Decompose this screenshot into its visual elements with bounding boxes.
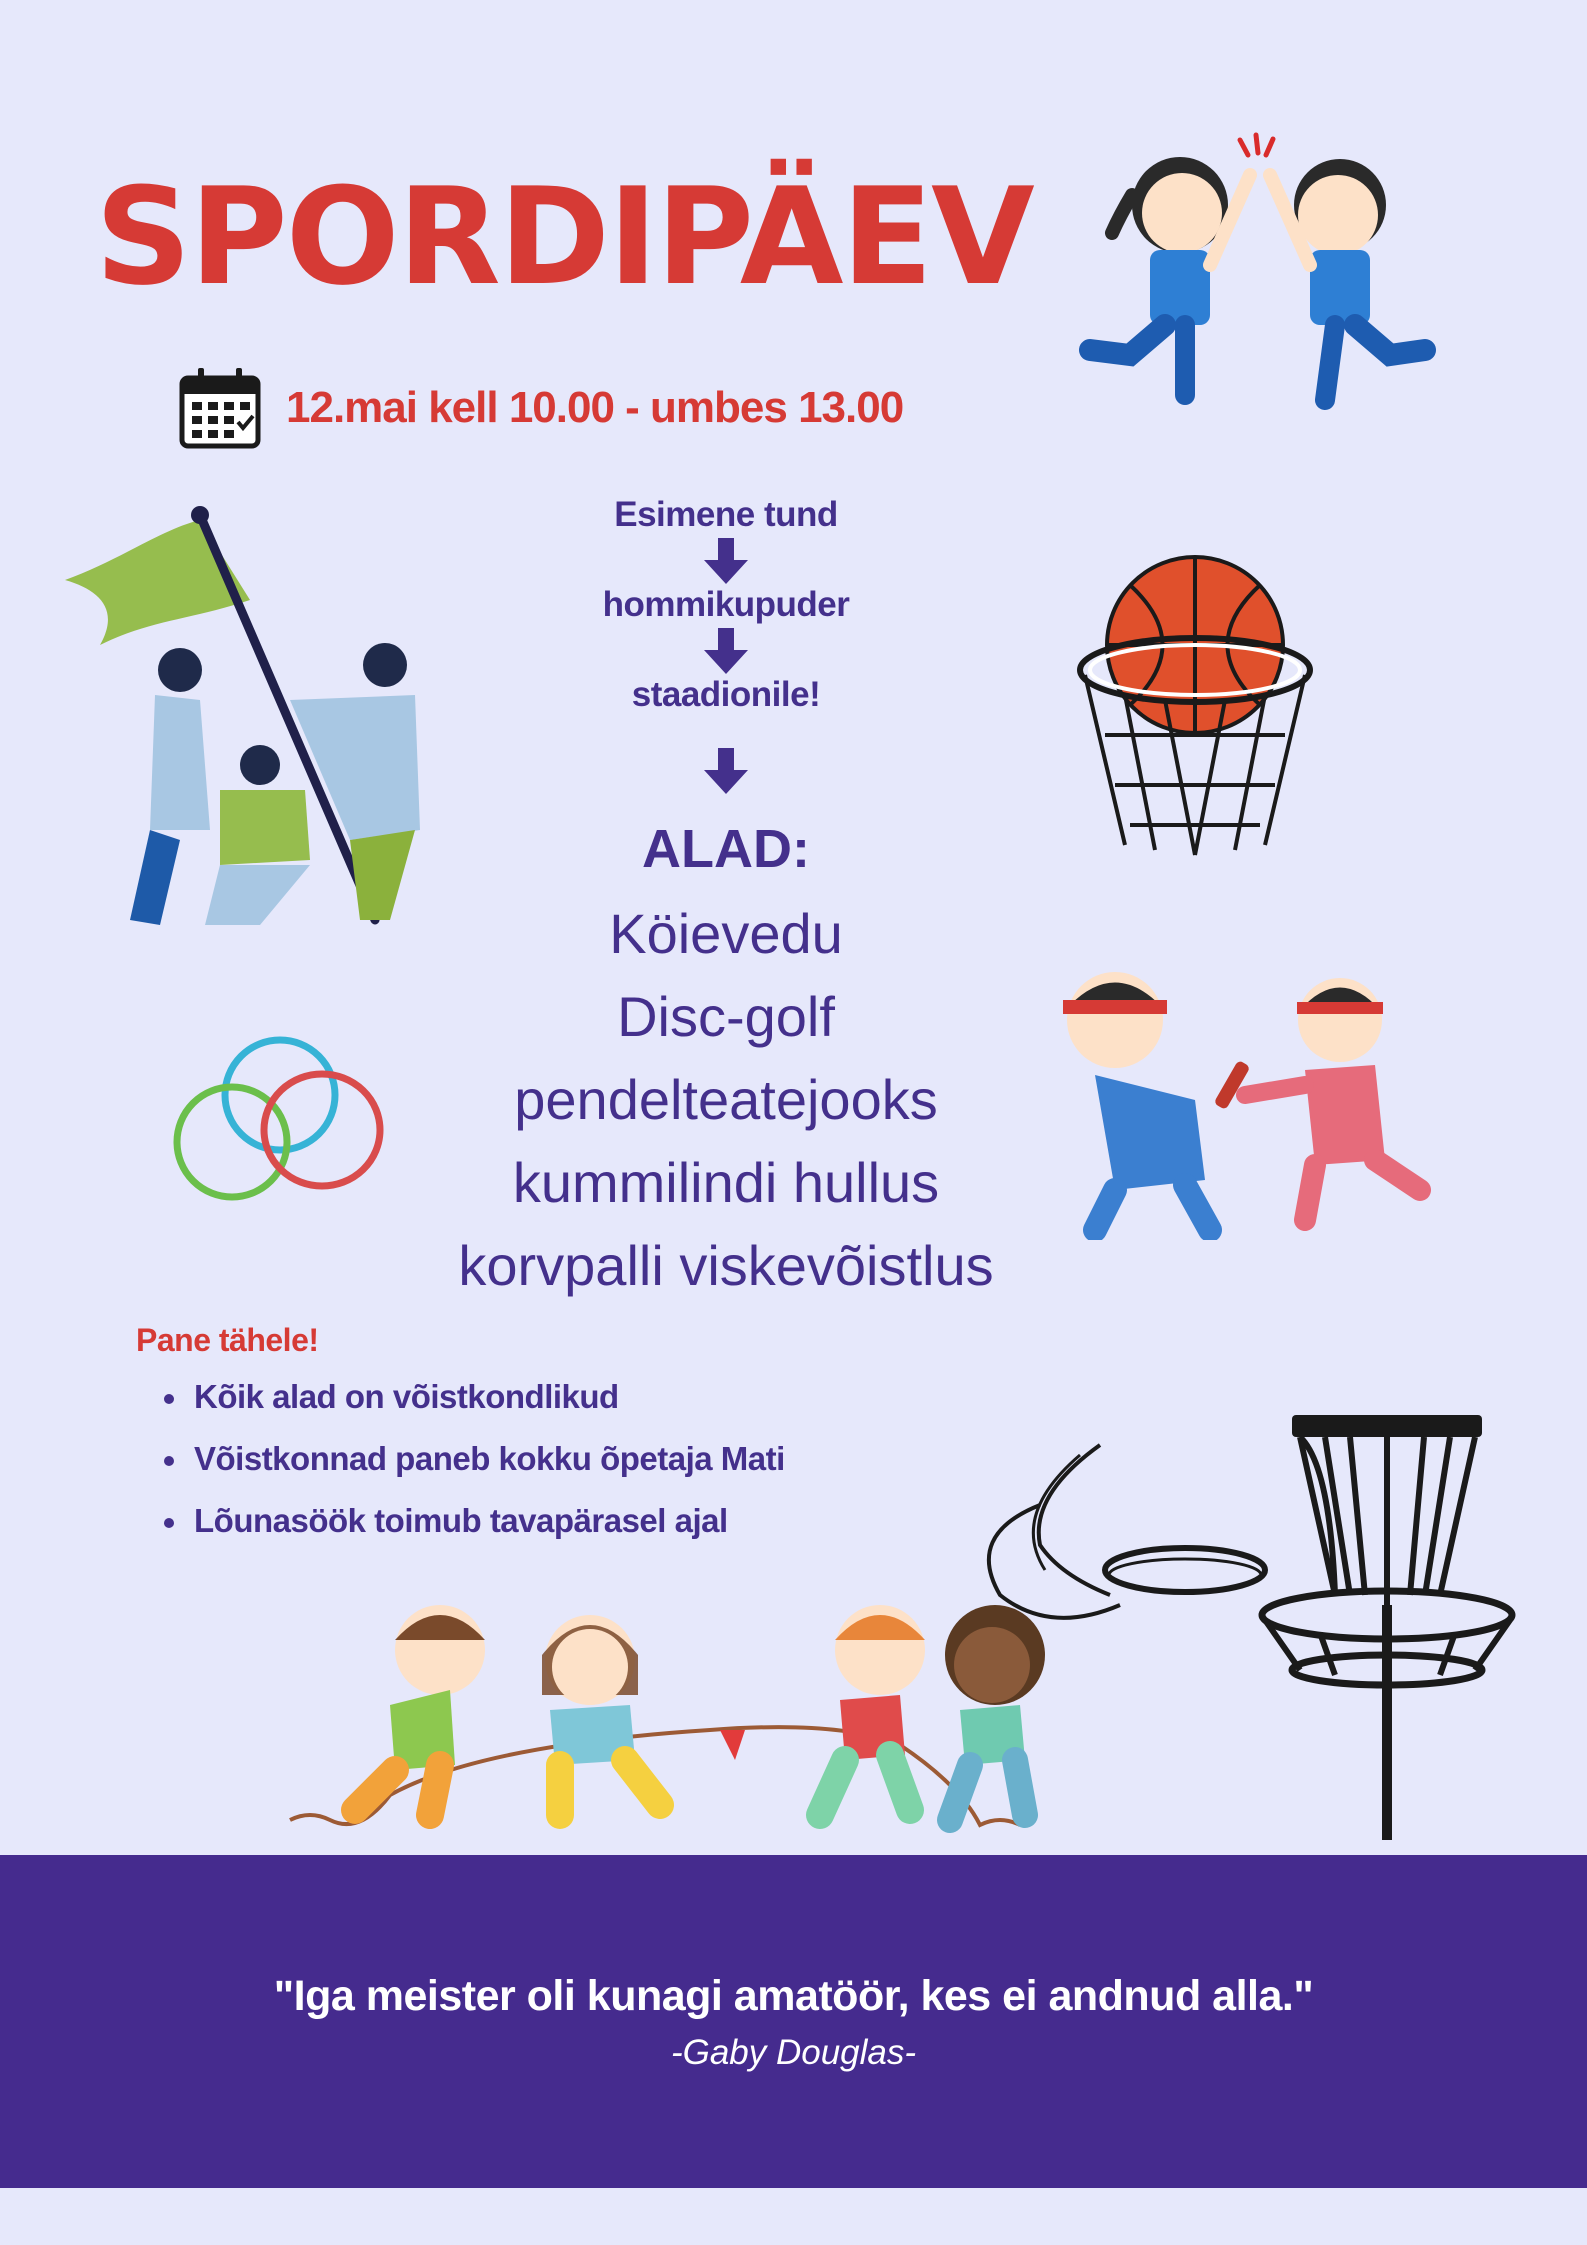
basketball-hoop-illustration bbox=[1075, 555, 1315, 860]
arrow-down-icon bbox=[702, 748, 750, 796]
calendar-icon bbox=[178, 366, 262, 450]
activity-item: pendelteatejooks bbox=[514, 1068, 938, 1131]
quote-text: "Iga meister oli kunagi amatöör, kes ei andnud alla." bbox=[273, 1972, 1314, 2020]
high-five-kids-illustration bbox=[1070, 125, 1450, 425]
date-row bbox=[178, 366, 903, 450]
notes-list bbox=[164, 1378, 785, 1564]
event-date-time: 12.mai kell 10.00 - umbes 13.00 bbox=[286, 383, 904, 432]
arrow-down-icon bbox=[702, 538, 750, 586]
flow-step-2: hommikupuder bbox=[602, 585, 850, 624]
activity-item: kummilindi hullus bbox=[512, 1151, 940, 1214]
activity-item: Disc-golf bbox=[617, 985, 835, 1048]
footer-banner bbox=[0, 1855, 1587, 2188]
flow-step-3: staadionile! bbox=[631, 675, 821, 714]
list-item: Lõunasöök toimub tavapärasel ajal bbox=[164, 1502, 785, 1564]
activities-heading: ALAD: bbox=[642, 819, 810, 879]
rubber-bands-illustration bbox=[170, 1030, 390, 1210]
relay-race-kids-illustration bbox=[1035, 950, 1455, 1240]
flow-step-1: Esimene tund bbox=[614, 495, 838, 534]
notes-heading: Pane tähele! bbox=[136, 1322, 319, 1358]
arrow-down-icon bbox=[702, 628, 750, 676]
quote-author: -Gaby Douglas- bbox=[670, 2033, 917, 2072]
page-title: SPORDIPÄEV bbox=[95, 159, 1033, 315]
flying-disc-illustration bbox=[989, 1445, 1265, 1618]
list-item: Kõik alad on võistkondlikud bbox=[164, 1378, 785, 1440]
tug-of-war-kids-illustration bbox=[280, 1595, 1110, 1840]
activity-item: korvpalli viskevõistlus bbox=[458, 1234, 994, 1297]
list-item: Võistkonnad paneb kokku õpetaja Mati bbox=[164, 1440, 785, 1502]
activity-item: Köievedu bbox=[609, 902, 843, 965]
